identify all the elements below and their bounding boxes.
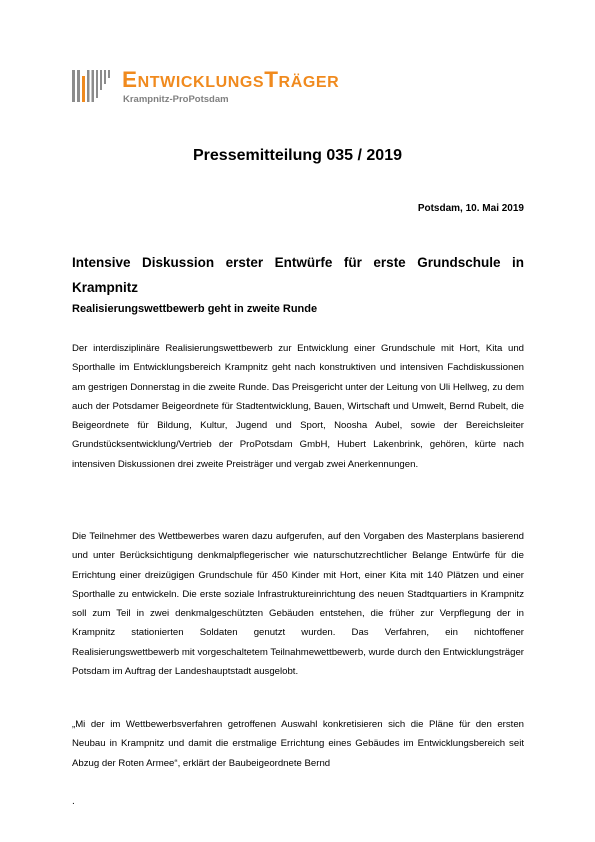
- body-paragraph: Der interdisziplinäre Realisierungswettbewerb zur Entwicklung einer Grundschule mit Hort, Kita und Sporthalle im Entwicklungsbereich Krampnitz geht nach konstruktiven und intensiven Fachdiskussionen am gestrigen Donnerstag in die zweite Runde. Das Preisgericht unter der Leitung von Uli Hellweg, zu dem auch der Potsdamer Beigeordnete für Stadtentwicklung, Bauen, Wirtschaft und Umwelt, Bernd Rubelt, die Beigeordnete für Bildung, Kultur, Jugend und Sport, Noosha Aubel, sowie der Bereichsleiter Grundstücksentwicklung/Vertrieb der ProPotsdam GmbH, Hubert Lakenbrink, gehören, kürte nach intensiven Diskussionen drei zweite Preisträger und vergab zwei Anerkennungen.: [72, 343, 524, 470]
- headline: Intensive Diskussion erster Entwürfe für erste Grundschule in Krampnitz: [72, 255, 524, 295]
- body-paragraph: „Mi der im Wettbewerbsverfahren getroffenen Auswahl konkretisieren sich die Pläne für den ersten Neubau in Krampnitz und damit die erstmalige Errichtung eines Gebäudes im Entwicklungsbereich seit Abzug der Roten Armee“, erklärt der Baubeigeordnete Bernd: [72, 719, 524, 769]
- body-paragraph: Die Teilnehmer des Wettbewerbes waren dazu aufgerufen, auf den Vorgaben des Masterplans basierend und unter Berücksichtigung denkmalpflegerischer wie naturschutzrechtlicher Belange Entwürfe für die Errichtung einer dreizügigen Grundschule für 450 Kinder mit Hort, einer Kita mit 140 Plätzen und einer Sporthalle zu entwickeln. Die erste soziale Infrastruktureinrichtung des neuen Stadtquartiers in Krampnitz soll zum Teil in zwei denkmalgeschützten Gebäuden entstehen, die früher zur Verpflegung der in Krampnitz stationierten Soldaten genutzt wurden. Das Verfahren, ein nichtoffener Realisierungswettbewerb mit vorgeschaltetem Teilnahmewettbewerb, wurde durch den Entwicklungsträger Potsdam im Auftrag der Landeshauptstadt ausgelobt.: [72, 531, 524, 678]
- logo-title: EntwicklungsTräger: [122, 67, 340, 92]
- footer-mark: .: [72, 796, 75, 807]
- logo-subtitle: Krampnitz-ProPotsdam: [123, 94, 229, 105]
- page-title: Pressemitteilung 035 / 2019: [193, 147, 402, 164]
- logo-bars-icon: [72, 68, 116, 104]
- logo: [72, 68, 372, 108]
- dateline: Potsdam, 10. Mai 2019: [417, 203, 524, 214]
- subheadline: Realisierungswettbewerb geht in zweite Runde: [72, 303, 318, 315]
